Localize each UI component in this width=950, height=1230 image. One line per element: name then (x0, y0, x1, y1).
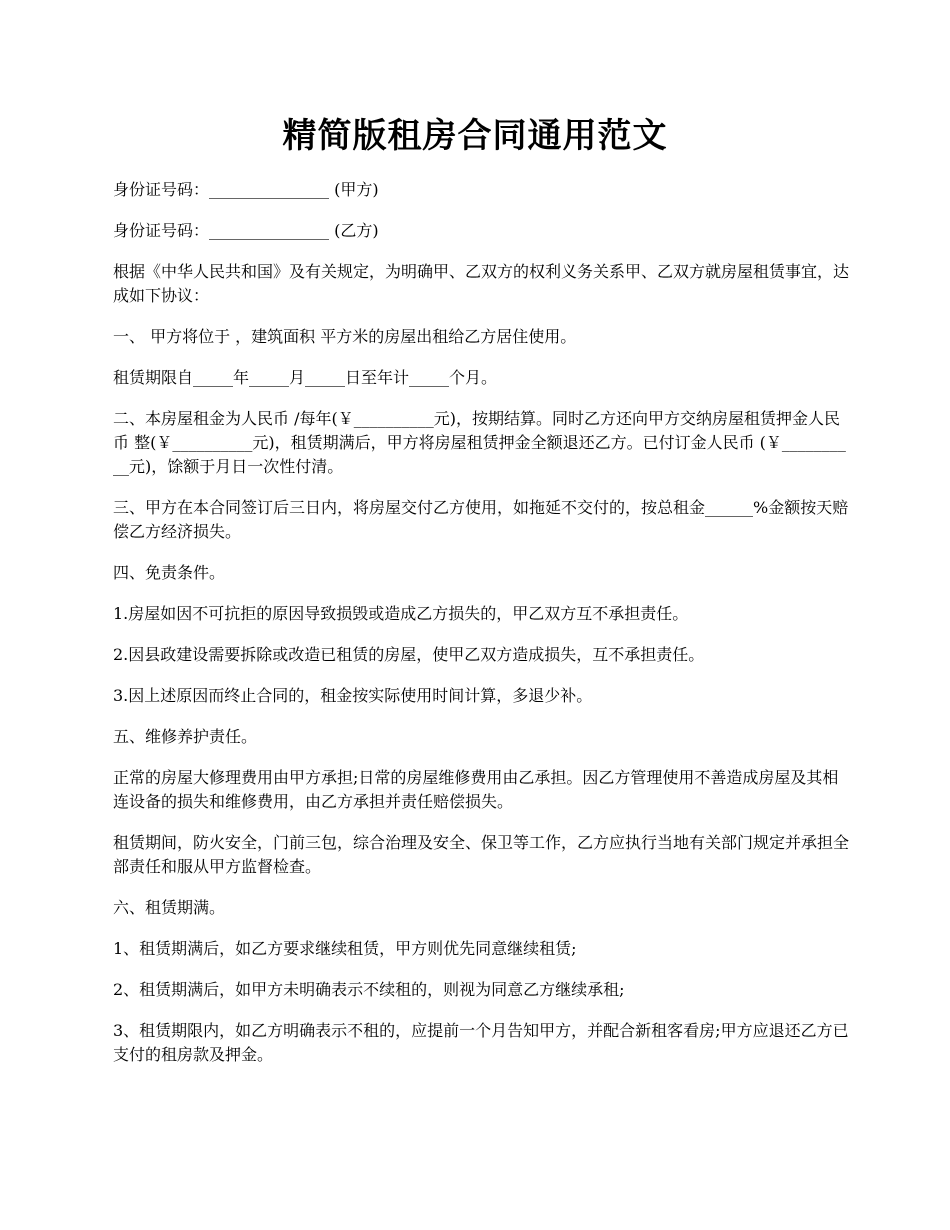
document-body (113, 178, 853, 1084)
id-number-party-b: 身份证号码：_______________ (乙方) (113, 221, 379, 240)
clause-6-item-1: 1、租赁期满后，如乙方要求继续租赁，甲方则优先同意继续租赁; (113, 939, 577, 958)
clause-5-heading: 五、维修养护责任。 (113, 727, 258, 746)
clause-6-heading: 六、租赁期满。 (113, 898, 226, 917)
clause-1-property: 一、 甲方将位于 ，建筑面积 平方米的房屋出租给乙方居住使用。 (113, 327, 577, 346)
clause-4-item-2: 2.因县政建设需要拆除或改造已租赁的房屋，使甲乙双方造成损失，互不承担责任。 (113, 645, 705, 664)
clause-6-item-3: 3、租赁期限内，如乙方明确表示不租的，应提前一个月告知甲方，并配合新租客看房;甲方应退还乙方已支付的租房款及押金。 (113, 1021, 849, 1064)
clause-6-item-2: 2、租赁期满后，如甲方未明确表示不续租的，则视为同意乙方继续承租; (113, 980, 625, 999)
clause-2-rent: 二、本房屋租金为人民币 /每年(￥__________元)，按期结算。同时乙方还向甲方交纳房屋租赁押金人民币 整(￥__________元)，租赁期满后，甲方将房屋租赁押金全额退还乙方。已付订金人民币 (￥__________元)，馀额于月日一次性付清。 (113, 409, 846, 476)
clause-3-delivery: 三、甲方在本合同签订后三日内，将房屋交付乙方使用，如拖延不交付的，按总租金______%金额按天赔偿乙方经济损失。 (113, 498, 849, 541)
document-title: 精简版租房合同通用范文 (282, 116, 668, 156)
clause-4-item-1: 1.房屋如因不可抗拒的原因导致损毁或造成乙方损失的，甲乙双方互不承担责任。 (113, 604, 689, 623)
id-number-party-a: 身份证号码：_______________ (甲方) (113, 180, 379, 199)
lease-term-paragraph: 租赁期限自_____年_____月_____日至年计_____个月。 (113, 368, 498, 387)
clause-5-maintenance: 正常的房屋大修理费用由甲方承担;日常的房屋维修费用由乙承担。因乙方管理使用不善造成房屋及其相连设备的损失和维修费用，由乙方承担并责任赔偿损失。 (113, 768, 839, 811)
preamble-paragraph: 根据《中华人民共和国》及有关规定，为明确甲、乙双方的权利义务关系甲、乙双方就房屋租赁事宜，达成如下协议： (113, 262, 850, 305)
clause-5-safety: 租赁期间，防火安全，门前三包，综合治理及安全、保卫等工作，乙方应执行当地有关部门规定并承担全部责任和服从甲方监督检查。 (113, 833, 850, 876)
clause-4-item-3: 3.因上述原因而终止合同的，租金按实际使用时间计算，多退少补。 (113, 686, 593, 705)
clause-4-heading: 四、免责条件。 (113, 563, 226, 582)
